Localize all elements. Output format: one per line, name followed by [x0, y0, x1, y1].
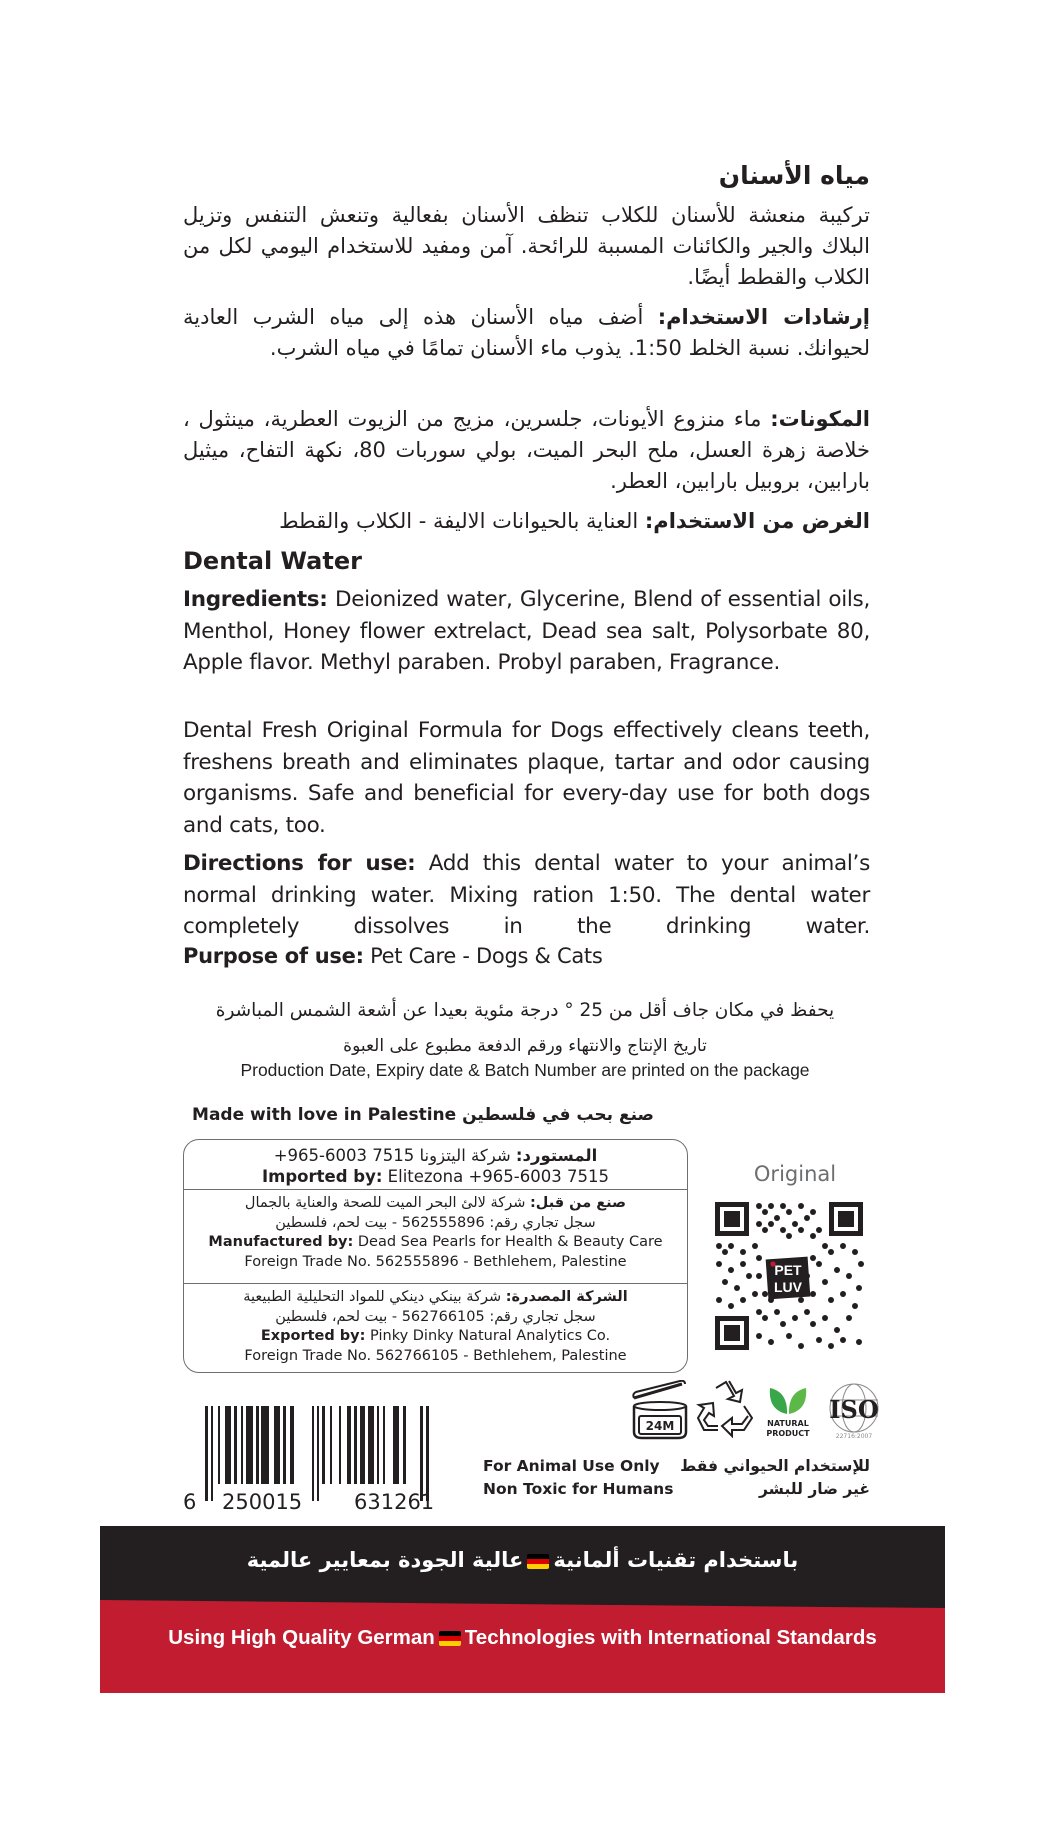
arabic-ingredients — [183, 404, 870, 497]
iso-label: ISO — [829, 1395, 879, 1424]
barcode-digits-right: 631261 — [354, 1490, 435, 1514]
iso-code: 22716:2007 — [835, 1433, 873, 1440]
german-flag-icon — [527, 1554, 549, 1569]
company-info-box — [183, 1139, 688, 1373]
banner-english-part1: Using High Quality German — [168, 1626, 435, 1649]
arabic-title: مياه الأسنان — [718, 161, 870, 190]
arabic-directions-label: إرشادات الاستخدام: — [657, 305, 870, 329]
importer-english-text: Elitezona +965-6003 7515 — [382, 1167, 609, 1186]
manufacturer-arabic-text: شركة لالئ البحر الميت للصحة والعناية بالجمال — [244, 1195, 530, 1211]
exporter-section — [184, 1284, 687, 1366]
made-in-arabic: صنع بحب في فلسطين — [462, 1105, 654, 1125]
warning-arabic — [675, 1455, 870, 1501]
warning-english-line2: Non Toxic for Humans — [483, 1480, 674, 1498]
exporter-english-text: Pinky Dinky Natural Analytics Co. — [365, 1328, 611, 1344]
banner-arabic-part2: عالية الجودة بمعايير عالمية — [246, 1548, 524, 1572]
exporter-arabic — [184, 1288, 687, 1308]
arabic-purpose-text: العناية بالحيوانات الاليفة - الكلاب والقطط — [279, 509, 645, 533]
banner-arabic-text — [100, 1548, 945, 1572]
exporter-english-label: Exported by: — [260, 1328, 366, 1344]
arabic-purpose — [183, 506, 870, 537]
manufacturer-english-registration: Foreign Trade No. 562555896 - Bethlehem, Palestine — [244, 1253, 627, 1270]
certification-icons — [630, 1380, 885, 1444]
warning-arabic-line1: للإستخدام الحيواني فقط — [680, 1457, 870, 1475]
warning-english — [483, 1455, 673, 1501]
english-ingredients-text: Deionized water, Glycerine, Blend of essential oils, Menthol, Honey flower extrelact, Dead sea salt, Polysorbate 80, Apple flavor. Methyl paraben. Probyl paraben, Fragrance. — [183, 587, 870, 675]
manufacturer-arabic-registration: سجل تجاري رقم: 562555896 - بيت لحم، فلسطين — [275, 1214, 596, 1231]
german-flag-icon — [439, 1631, 461, 1646]
manufacturer-section — [184, 1190, 687, 1284]
arabic-ingredients-label: المكونات: — [770, 407, 870, 431]
production-note-english: Production Date, Expiry date & Batch Number are printed on the package — [240, 1060, 810, 1080]
natural-product-icon — [760, 1380, 816, 1442]
manufacturer-english — [184, 1233, 687, 1253]
english-purpose-text: Pet Care - Dogs & Cats — [363, 944, 603, 968]
pao-label: 24M — [645, 1419, 675, 1433]
english-title: Dental Water — [183, 547, 362, 575]
importer-english-label: Imported by: — [262, 1167, 383, 1186]
english-directions-text: Add this dental water to your animal’s normal drinking water. Mixing ration 1:50. The dental water completely dissolves in the drinking water. — [183, 851, 870, 939]
german-technology-banner — [100, 1526, 945, 1693]
arabic-ingredients-text: ماء منزوع الأيونات، جلسرين، مزيج من الزيوت العطرية، مينثول ، خلاصة زهرة العسل، ملح البحر الميت، بولي سوربات 80، نكهة التفاح، ميثيل بارابين، بروبيل بارابين، العطر. — [183, 407, 870, 493]
exporter-arabic-text: شركة بينكي دينكي للمواد التحليلية الطبيعية — [243, 1289, 506, 1305]
manufacturer-english-label: Manufactured by: — [208, 1234, 354, 1250]
banner-arabic-part1: باستخدام تقنيات ألمانية — [553, 1548, 799, 1572]
importer-arabic — [184, 1145, 687, 1166]
english-directions — [183, 848, 870, 943]
arabic-directions — [183, 302, 870, 364]
banner-english-text — [100, 1626, 945, 1650]
exporter-arabic-label: الشركة المصدرة: — [505, 1289, 628, 1305]
warning-english-line1: For Animal Use Only — [483, 1457, 660, 1475]
manufacturer-english-text: Dead Sea Pearls for Health & Beauty Care — [353, 1234, 663, 1250]
manufacturer-arabic-label: صنع من قبل: — [529, 1195, 627, 1211]
storage-instructions: يحفظ في مكان جاف أقل من 25 ° درجة مئوية بعيدا عن أشعة الشمس المباشرة — [215, 1000, 835, 1021]
recycle-icon — [696, 1380, 754, 1438]
english-ingredients-label: Ingredients: — [183, 587, 328, 612]
arabic-purpose-label: الغرض من الاستخدام: — [644, 509, 870, 533]
importer-section — [184, 1140, 687, 1190]
production-note-arabic: تاريخ الإنتاج والانتهاء ورقم الدفعة مطبوع على العبوة — [343, 1036, 707, 1056]
qr-code-icon — [713, 1200, 865, 1352]
english-purpose — [183, 942, 870, 970]
natural-label-line2: PRODUCT — [766, 1429, 810, 1438]
english-ingredients — [183, 584, 870, 679]
english-purpose-label: Purpose of use: — [183, 944, 364, 968]
exporter-arabic-registration: سجل تجاري رقم: 562766105 - بيت لحم، فلسطين — [275, 1308, 596, 1325]
original-label: Original — [753, 1162, 837, 1186]
pet-luv-logo-line1: PET — [774, 1262, 802, 1278]
exporter-english-registration: Foreign Trade No. 562766105 - Bethlehem, Palestine — [244, 1347, 627, 1364]
iso-icon — [822, 1380, 886, 1442]
period-after-opening-icon — [630, 1380, 690, 1442]
banner-english-part2: Technologies with International Standards — [464, 1626, 877, 1649]
arabic-directions-text: أضف مياه الأسنان هذه إلى مياه الشرب العادية لحيوانك. نسبة الخلط 1:50. يذوب ماء الأسنان تمامًا في مياه الشرب. — [183, 305, 870, 360]
manufacturer-arabic — [184, 1194, 687, 1214]
barcode-digits-left: 250015 — [222, 1490, 303, 1514]
warning-arabic-line2: غير ضار للبشر — [759, 1480, 870, 1498]
exporter-english — [184, 1327, 687, 1347]
made-in-palestine — [183, 1105, 663, 1125]
importer-english — [184, 1166, 687, 1187]
pet-luv-logo-line2: LUV — [774, 1279, 802, 1295]
importer-arabic-text: شركة اليتزونا 7515 6003-965+ — [273, 1146, 516, 1165]
english-directions-label: Directions for use: — [183, 851, 416, 876]
english-description: Dental Fresh Original Formula for Dogs effectively cleans teeth, freshens breath and eliminates plaque, tartar and odor causing organisms. Safe and beneficial for every-day use for both dogs and cats, too. — [183, 718, 870, 838]
barcode-digit-first: 6 — [183, 1490, 197, 1514]
made-in-english: Made with love in Palestine — [192, 1105, 457, 1125]
importer-arabic-label: المستورد: — [515, 1146, 598, 1165]
natural-label-line1: NATURAL — [767, 1419, 809, 1428]
qr-code[interactable] — [713, 1200, 865, 1352]
arabic-description: تركيبة منعشة للأسنان للكلاب تنظف الأسنان بفعالية وتنعش التنفس وتزيل البلاك والجير والكائنات المسببة للرائحة. آمن ومفيد للاستخدام اليومي لكل من الكلاب والقطط أيضًا. — [183, 203, 870, 289]
